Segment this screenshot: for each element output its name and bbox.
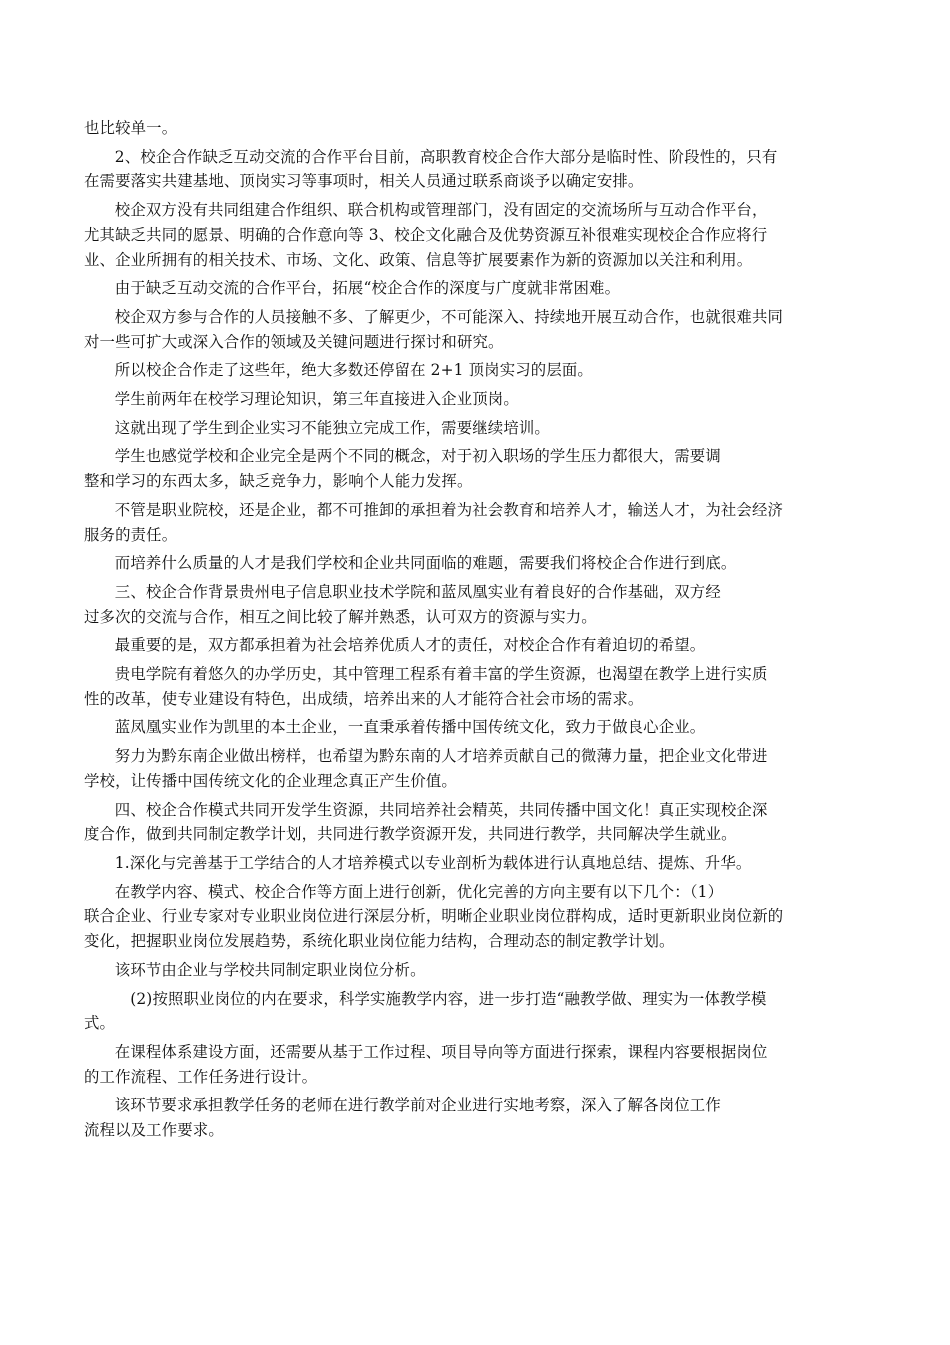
paragraph: [84, 444, 868, 493]
paragraph-line: 式。: [84, 1014, 116, 1033]
paragraph-line: 1.深化与完善基于工学结合的人才培养模式以专业剖析为载体进行认真地总结、提炼、升华。: [114, 853, 752, 872]
paragraph: [84, 1093, 868, 1142]
paragraph: [84, 198, 868, 272]
paragraph: [84, 744, 868, 793]
paragraph: [84, 551, 868, 576]
paragraph-line: 过多次的交流与合作，相互之间比较了解并熟悉，认可双方的资源与实力。: [84, 607, 597, 626]
paragraph: [84, 498, 868, 547]
paragraph-line: 努力为黔东南企业做出榜样，也希望为黔东南的人才培养贡献自己的微薄力量，把企业文化带进: [114, 747, 768, 766]
paragraph: [84, 145, 868, 194]
paragraph-line: 不管是职业院校，还是企业，都不可推卸的承担着为社会教育和培养人才，输送人才，为社会经济: [114, 500, 784, 519]
paragraph-line: 学生前两年在校学习理论知识，第三年直接进入企业顶岗。: [114, 390, 519, 409]
paragraph-line: 的工作流程、工作任务进行设计。: [84, 1067, 318, 1086]
paragraph: [84, 958, 868, 983]
paragraph-line: 变化，把握职业岗位发展趋势，系统化职业岗位能力结构，合理动态的制定教学计划。: [84, 932, 675, 951]
paragraph: [84, 1040, 868, 1089]
paragraph: [84, 116, 868, 141]
paragraph: [84, 880, 868, 954]
paragraph: [84, 305, 868, 354]
paragraph-line: 2、校企合作缺乏互动交流的合作平台目前，高职教育校企合作大部分是临时性、阶段性的，只有: [114, 147, 778, 166]
document-body: [84, 116, 868, 1143]
paragraph-line: (2)按照职业岗位的内在要求，科学实施教学内容，进一步打造“融教学做、理实为一体教学模: [130, 989, 767, 1008]
paragraph-line: 贵电学院有着悠久的办学历史，其中管理工程系有着丰富的学生资源，也渴望在教学上进行实质: [114, 665, 768, 684]
paragraph-line: 该环节由企业与学校共同制定职业岗位分析。: [114, 960, 426, 979]
paragraph: [84, 715, 868, 740]
paragraph-line: 度合作，做到共同制定教学计划，共同进行教学资源开发，共同进行教学，共同解决学生就业。: [84, 825, 737, 844]
paragraph-line: 蓝凤凰实业作为凯里的本土企业，一直秉承着传播中国传统文化，致力于做良心企业。: [114, 718, 706, 737]
paragraph-line: 四、校企合作模式共同开发学生资源，共同培养社会精英，共同传播中国文化！真正实现校企深: [114, 800, 768, 819]
paragraph-line: 联合企业、行业专家对专业职业岗位进行深层分析，明晰企业职业岗位群构成，适时更新职业岗位新的: [84, 907, 784, 926]
paragraph-line: 三、校企合作背景贵州电子信息职业技术学院和蓝凤凰实业有着良好的合作基础，双方经: [114, 582, 721, 601]
paragraph: [84, 276, 868, 301]
paragraph: [84, 987, 868, 1036]
paragraph-line: 这就出现了学生到企业实习不能独立完成工作，需要继续培训。: [114, 418, 550, 437]
paragraph-line: 业、企业所拥有的相关技术、市场、文化、政策、信息等扩展要素作为新的资源加以关注和利用。: [84, 250, 753, 269]
paragraph-line: 流程以及工作要求。: [84, 1121, 224, 1140]
paragraph-line: 性的改革，使专业建设有特色，出成绩，培养出来的人才能符合社会市场的需求。: [84, 689, 644, 708]
paragraph-line: 对一些可扩大或深入合作的领域及关键问题进行探讨和研究。: [84, 332, 504, 351]
paragraph-line: 在需要落实共建基地、顶岗实习等事项时，相关人员通过联系商谈予以确定安排。: [84, 172, 644, 191]
paragraph-line: 也比较单一。: [84, 119, 178, 137]
paragraph-line: 在教学内容、模式、校企合作等方面上进行创新，优化完善的方向主要有以下几个：（1）: [114, 882, 724, 901]
paragraph-line: 校企双方参与合作的人员接触不多、了解更少，不可能深入、持续地开展互动合作，也就很难共同: [114, 307, 784, 326]
paragraph: [84, 416, 868, 441]
paragraph-line: 在课程体系建设方面，还需要从基于工作过程、项目导向等方面进行探索，课程内容要根据岗位: [114, 1042, 768, 1061]
paragraph-line: 学校，让传播中国传统文化的企业理念真正产生价值。: [84, 771, 457, 790]
paragraph-line: 学生也感觉学校和企业完全是两个不同的概念，对于初入职场的学生压力都很大，需要调: [114, 447, 721, 466]
paragraph: [84, 798, 868, 847]
paragraph-line: 而培养什么质量的人才是我们学校和企业共同面临的难题，需要我们将校企合作进行到底。: [114, 554, 737, 573]
paragraph: [84, 387, 868, 412]
paragraph-line: 该环节要求承担教学任务的老师在进行教学前对企业进行实地考察，深入了解各岗位工作: [114, 1096, 721, 1115]
paragraph: [84, 358, 868, 383]
paragraph-line: 所以校企合作走了这些年，绝大多数还停留在 2+1 顶岗实习的层面。: [114, 361, 593, 380]
paragraph: [84, 662, 868, 711]
paragraph: [84, 633, 868, 658]
paragraph-line: 最重要的是，双方都承担着为社会培养优质人才的责任，对校企合作有着迫切的希望。: [114, 636, 706, 655]
paragraph: [84, 580, 868, 629]
paragraph: [84, 851, 868, 876]
paragraph-line: 由于缺乏互动交流的合作平台，拓展“校企合作的深度与广度就非常困难。: [114, 279, 621, 298]
paragraph-line: 尤其缺乏共同的愿景、明确的合作意向等 3、校企文化融合及优势资源互补很难实现校企合作应将行: [84, 225, 768, 244]
paragraph-line: 校企双方没有共同组建合作组织、联合机构或管理部门，没有固定的交流场所与互动合作平台，: [114, 201, 768, 220]
paragraph-line: 服务的责任。: [84, 525, 178, 544]
paragraph-line: 整和学习的东西太多，缺乏竞争力，影响个人能力发挥。: [84, 472, 473, 491]
